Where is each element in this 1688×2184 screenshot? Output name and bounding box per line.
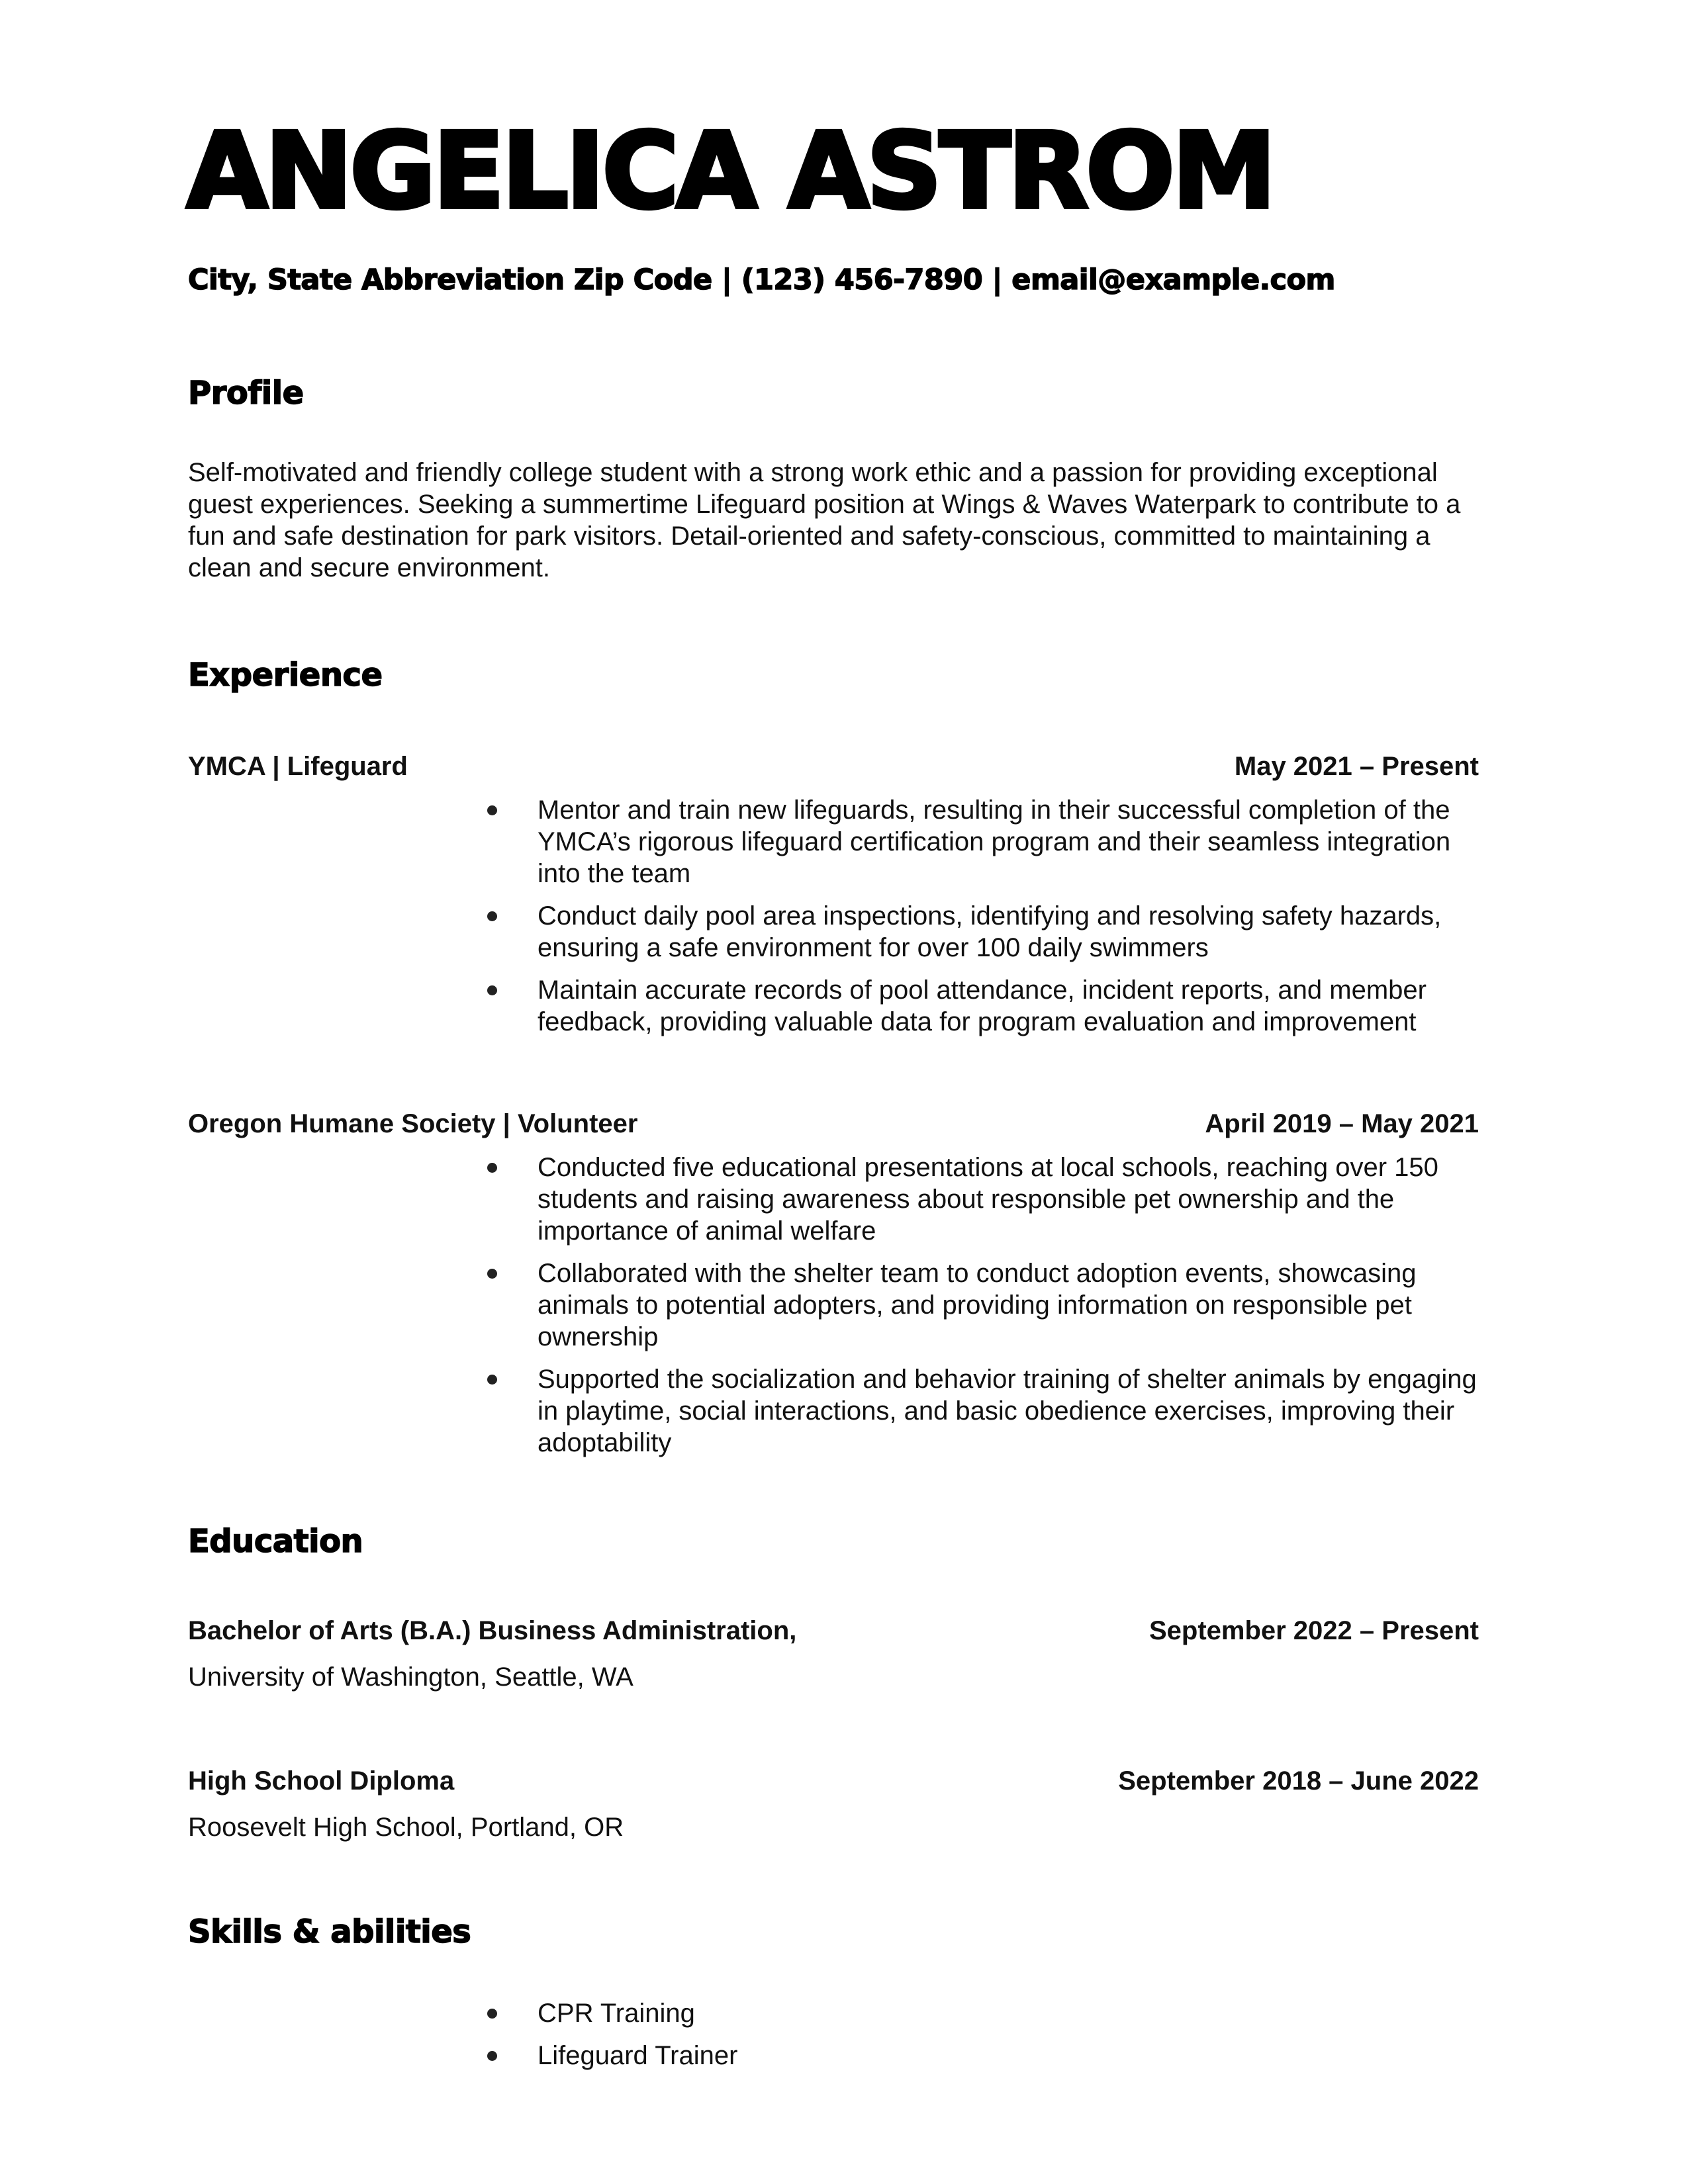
job-title: YMCA | Lifeguard <box>188 752 408 781</box>
contact-line: City, State Abbreviation Zip Code | (123) 456-7890 | email@example.com <box>188 263 1335 296</box>
job-bullets <box>463 1152 1489 1469</box>
bullet-icon <box>487 2009 497 2019</box>
list-item <box>463 1363 1489 1459</box>
skills-list <box>463 1997 1489 2082</box>
job-bullets <box>463 794 1489 1048</box>
bullet-icon <box>487 911 497 921</box>
job-dates: May 2021 – Present <box>1234 752 1479 781</box>
bullet-icon <box>487 1269 497 1279</box>
list-item <box>463 1997 1489 2029</box>
list-item <box>463 794 1489 889</box>
degree-dates: September 2018 – June 2022 <box>1118 1766 1479 1796</box>
bullet-text: Conduct daily pool area inspections, identifying and resolving safety hazards, ensuring a safe environment for over 100 daily swimmers <box>538 901 1442 962</box>
experience-heading: Experience <box>188 657 383 694</box>
job-title: Oregon Humane Society | Volunteer <box>188 1109 638 1138</box>
job-dates: April 2019 – May 2021 <box>1205 1109 1479 1138</box>
school-name: Roosevelt High School, Portland, OR <box>188 1813 624 1842</box>
degree-title: High School Diploma <box>188 1766 455 1796</box>
bullet-icon <box>487 985 497 995</box>
list-item <box>463 2040 1489 2071</box>
bullet-icon <box>487 1375 497 1385</box>
bullet-icon <box>487 2051 497 2061</box>
skills-heading: Skills & abilities <box>188 1913 471 1950</box>
bullet-icon <box>487 1163 497 1173</box>
profile-text: Self-motivated and friendly college student with a strong work ethic and a passion for providing exceptional guest experiences. Seeking a summertime Lifeguard position at Wings & Waves Waterpark to contribute to a fun and safe destination for park visitors. Detail-oriented and safety-conscious, committed to maintaining a clean and secure environment. <box>188 458 1461 582</box>
bullet-icon <box>487 805 497 815</box>
list-item <box>463 1257 1489 1353</box>
degree-dates: September 2022 – Present <box>1149 1616 1479 1645</box>
list-item <box>463 900 1489 964</box>
list-item <box>463 1152 1489 1247</box>
bullet-text: Collaborated with the shelter team to conduct adoption events, showcasing animals to potential adopters, and providing information on responsible pet ownership <box>538 1259 1417 1351</box>
skill-text: Lifeguard Trainer <box>538 2041 738 2070</box>
bullet-text: Supported the socialization and behavior training of shelter animals by engaging in playtime, social interactions, and basic obedience exercises, improving their adoptability <box>538 1365 1477 1457</box>
profile-heading: Profile <box>188 375 304 412</box>
bullet-text: Conducted five educational presentations at local schools, reaching over 150 students and raising awareness about responsible pet ownership and the importance of animal welfare <box>538 1153 1438 1246</box>
bullet-text: Mentor and train new lifeguards, resulting in their successful completion of the YMCA’s rigorous lifeguard certification program and their seamless integration into the team <box>538 796 1451 888</box>
bullet-text: Maintain accurate records of pool attendance, incident reports, and member feedback, providing valuable data for program evaluation and improvement <box>538 976 1427 1036</box>
education-heading: Education <box>188 1523 363 1560</box>
list-item <box>463 974 1489 1038</box>
school-name: University of Washington, Seattle, WA <box>188 1662 633 1692</box>
degree-title: Bachelor of Arts (B.A.) Business Administration, <box>188 1616 797 1645</box>
skill-text: CPR Training <box>538 1999 695 2028</box>
candidate-name: ANGELICA ASTROM <box>187 111 1274 232</box>
